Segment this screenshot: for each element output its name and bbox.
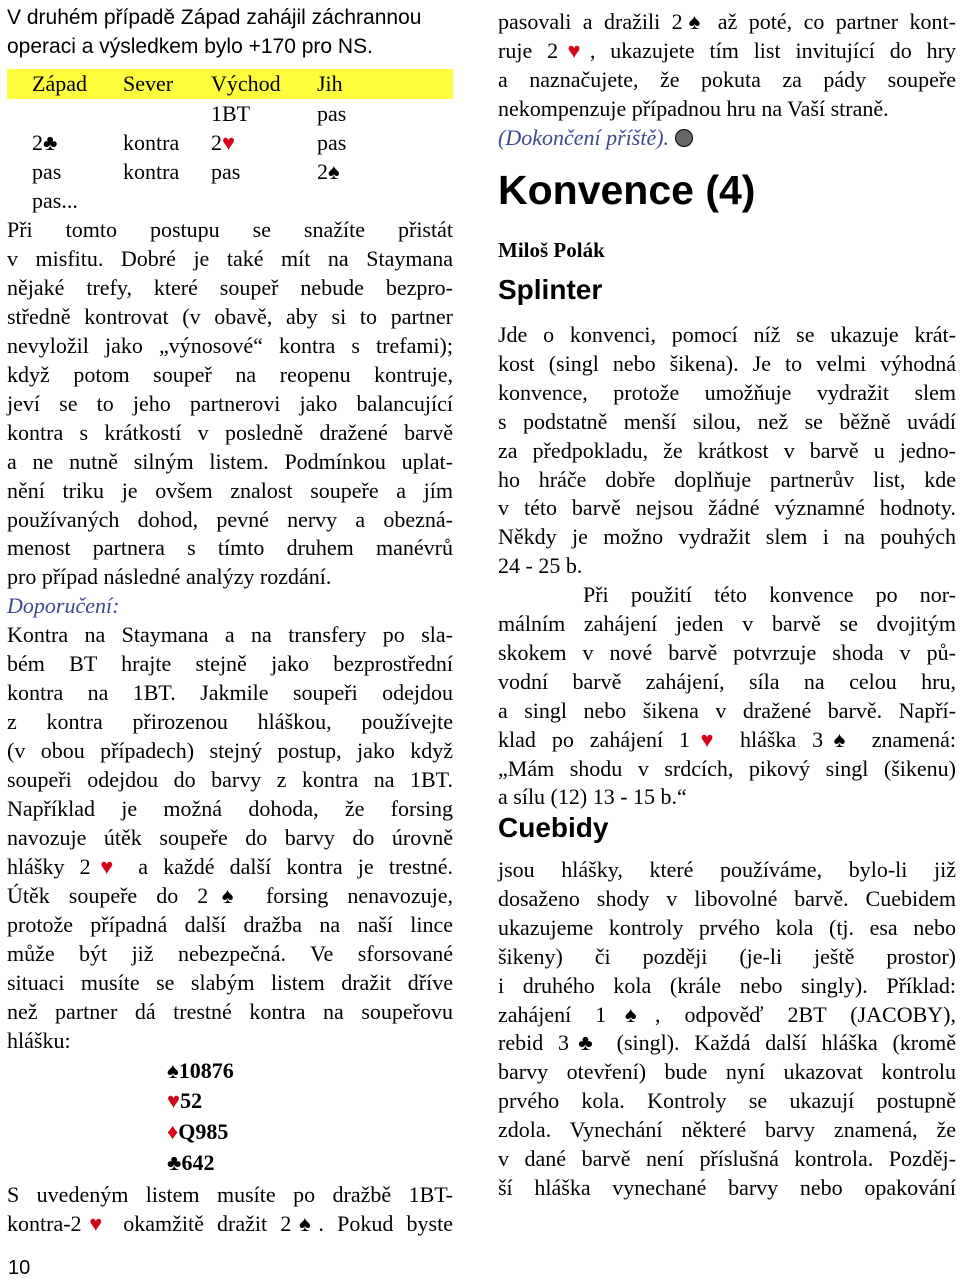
section-line: jsou hlášky, které používáme, bylo-li již (498, 857, 956, 882)
section-line: Jde o konvenci, pomocí níž se ukazuje krát- (498, 322, 956, 347)
body-line: nění triku je ovšem znalost soupeře a jím (7, 477, 453, 503)
closing-line: kontra-2♥ okamžitě dražit 2♠. Pokud byste (7, 1211, 453, 1236)
body-line: nějaké trefy, které soupeř nebude bezpro- (7, 274, 453, 300)
section-heading: Cuebidy (498, 812, 609, 843)
section-line: s podstatně menší silou, než se běžně uvádí (498, 408, 956, 434)
body-line: a ne nutně silným listem. Podmínkou uplat- (7, 448, 453, 474)
body-line: soupeři odejdou do barvy z kontra na 1BT. (7, 767, 453, 793)
section-line: 24 - 25 b. (498, 553, 583, 579)
auction-call: kontra (123, 159, 180, 184)
section-line: klad po zahájení 1♥ hláška 3♠ znamená: (498, 726, 956, 752)
body-line: hlášky 2♥ a každé další kontra je trestné. (7, 853, 453, 879)
body-line: v misfitu. Dobré je také mít na Staymana (7, 245, 453, 271)
section-line: a singl nebo šikena v dražené barvě. Napří- (498, 697, 956, 723)
section-line: zahájení 1♠, odpověď 2BT (JACOBY), (498, 1001, 956, 1027)
section-line: ho hráče dobře doplňuje partnerův list, kde (498, 466, 956, 492)
hand-clubs: ♣642 (167, 1150, 215, 1175)
body-line: jeví se to jeho partnerovi jako balancující (7, 390, 453, 416)
section-line: „Mám shodu v srdcích, pikový singl (šikenu) (498, 755, 956, 781)
body-line: Útěk soupeře do 2♠ forsing nenavozuje, (7, 882, 453, 908)
continuation-line: a naznačujete, že pokuta za pády soupeře (498, 67, 956, 92)
section-line: v této barvě nejsou žádné významné hodnoty. (498, 495, 956, 521)
body-line: kontra s krátkostí v posledně dražené barvě (7, 419, 453, 445)
body-line: středně kontrovat (v obavě, aby si to partner (7, 303, 453, 329)
body-line: pro případ následné analýzy rozdání. (7, 564, 332, 590)
section-line: Někdy je možno vydražit slem i na pouhých (498, 524, 956, 550)
closing-line: S uvedeným listem musíte po dražbě 1BT- (7, 1182, 453, 1207)
intro-line: V druhém případě Západ zahájil záchrannou (7, 6, 422, 29)
auction-call: pas (317, 101, 347, 126)
end-mark-icon (675, 129, 693, 147)
auction-call: 2♥ (211, 130, 236, 155)
article-title: Konvence (4) (498, 167, 756, 213)
auction-call: pas (32, 159, 62, 184)
auction-call: pas (211, 159, 241, 184)
body-line: navozuje útěk soupeře do barvy do úrovně (7, 824, 453, 850)
hand-hearts: ♥52 (167, 1088, 203, 1113)
section-line: málním zahájení jeden v barvě se dvojitým (498, 611, 956, 636)
auction-call: pas (317, 130, 347, 155)
page-number: 10 (8, 1257, 31, 1279)
auction-call: pas... (32, 188, 78, 213)
hand-spades: ♠10876 (167, 1058, 234, 1083)
body-line: (v obou případech) stejný postup, jako když (7, 738, 453, 764)
section-line: šikeny) či později (je-li ještě prostor) (498, 943, 956, 969)
body-line: hlášku: (7, 1027, 71, 1053)
body-line: může být již nebezpečná. Ve sforsované (7, 940, 453, 966)
section-line: za předpokladu, že krátkost v barvě u jedno- (498, 437, 956, 463)
body-line: Kontra na Staymana a na transfery po sla- (7, 622, 453, 648)
intro-line: operaci a výsledkem bylo +170 pro NS. (7, 35, 373, 58)
section-heading: Splinter (498, 274, 603, 305)
section-line: a sílu (12) 13 - 15 b.“ (498, 784, 687, 810)
auction-call: kontra (123, 130, 180, 155)
body-line: z kontra přirozenou hláškou, používejte (7, 709, 453, 735)
section-line: kost (singl nebo šikena). Je to velmi výhodná (498, 350, 956, 376)
continuation-line: pasovali a dražili 2♠ až poté, co partner kont- (498, 9, 956, 34)
section-line: rebid 3♣ (singl). Každá další hláška (kromě (498, 1030, 956, 1056)
body-line: bém BT hrajte stejně jako bezprostřední (7, 651, 453, 677)
body-line: menost partnera s tímto druhem manévrů (7, 535, 453, 561)
body-line: Při tomto postupu se snažíte přistát (7, 217, 453, 242)
continuation-line: ruje 2♥, ukazujete tím list invitující do hry (498, 38, 956, 63)
auction-header: Jih (317, 71, 343, 96)
article-author: Miloš Polák (498, 238, 605, 262)
body-line: kontra na 1BT. Jakmile soupeři odejdou (7, 680, 453, 706)
body-line: používaných dohod, pevné nervy a obezná- (7, 506, 453, 532)
auction-call: 2♠ (317, 159, 340, 184)
auction-call: 2♣ (32, 130, 58, 155)
section-line: zdola. Vynechání některé barvy znamená, že (498, 1117, 956, 1143)
auction-header: Sever (123, 71, 174, 96)
section-line: konvence, protože umožňuje vydražit slem (498, 379, 956, 405)
hand-diamonds: ♦Q985 (167, 1119, 229, 1144)
body-line: když potom soupeř na reopenu kontruje, (7, 361, 453, 387)
auction-call: 1BT (211, 101, 251, 126)
section-line: v dané barvě není příslušná kontrola. Pozděj- (498, 1146, 956, 1171)
body-line: nevyložil jako „výnosové“ kontra s trefami); (7, 332, 453, 358)
body-line: protože případná další dražba na naší lince (7, 911, 453, 937)
section-line: Při použití této konvence po nor- (583, 582, 956, 608)
continuation-line: nekompenzuje případnou hru na Vaší straně. (498, 96, 889, 121)
body-line: Doporučení: (7, 593, 120, 619)
section-line: barvy otevření) bude nyní ukazovat kontrolu (498, 1059, 956, 1085)
body-line: Například je možná dohoda, že forsing (7, 796, 453, 821)
continuation-line: (Dokončení příště). (498, 123, 956, 152)
section-line: ukazujeme kontroly prvého kola (tj. esa nebo (498, 914, 956, 940)
section-line: ší hláška vynechané barvy nebo opakování (498, 1174, 956, 1200)
section-line: skokem v nové barvě potvrzuje shoda v pů- (498, 639, 956, 665)
section-line: dosaženo shody v libovolné barvě. Cuebidem (498, 885, 956, 911)
body-line: situaci musíte se slabým listem dražit dříve (7, 969, 453, 995)
section-line: vodní barvě zahájení, síla na celou hru, (498, 668, 956, 694)
auction-header: Západ (32, 71, 87, 96)
body-line: než partner dá trestné kontra na soupeřovu (7, 998, 453, 1024)
section-line: i druhého kola (krále nebo singly). Příklad: (498, 972, 956, 998)
section-line: prvého kola. Kontroly se ukazují postupně (498, 1088, 956, 1114)
auction-header: Východ (211, 71, 281, 96)
